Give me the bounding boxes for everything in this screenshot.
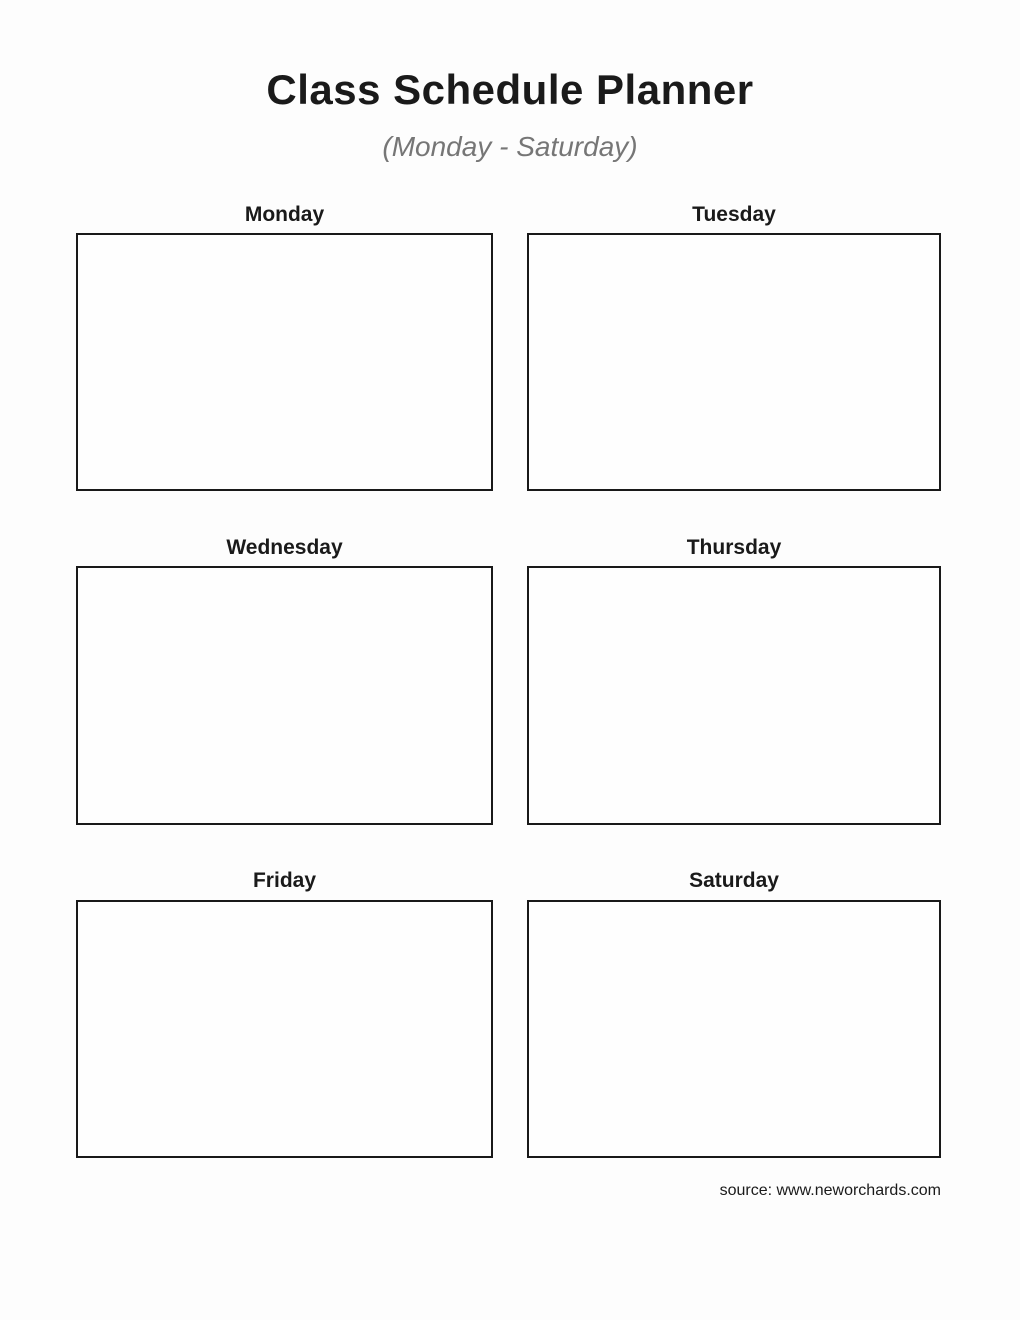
day-label-thursday: Thursday <box>686 536 782 559</box>
page-subtitle: (Monday - Saturday) <box>382 131 638 162</box>
schedule-box-saturday <box>527 900 941 1158</box>
day-label-saturday: Saturday <box>689 869 779 892</box>
schedule-box-tuesday <box>527 233 941 491</box>
day-label-friday: Friday <box>252 869 317 892</box>
day-label-wednesday: Wednesday <box>226 536 343 559</box>
schedule-box-friday <box>76 900 493 1158</box>
day-label-monday: Monday <box>244 203 325 226</box>
page-title: Class Schedule Planner <box>266 66 754 113</box>
schedule-box-wednesday <box>76 566 493 825</box>
schedule-box-thursday <box>527 566 941 825</box>
schedule-box-monday <box>76 233 493 491</box>
day-label-tuesday: Tuesday <box>692 203 776 226</box>
source-text: source: www.neworchards.com <box>719 1182 941 1199</box>
